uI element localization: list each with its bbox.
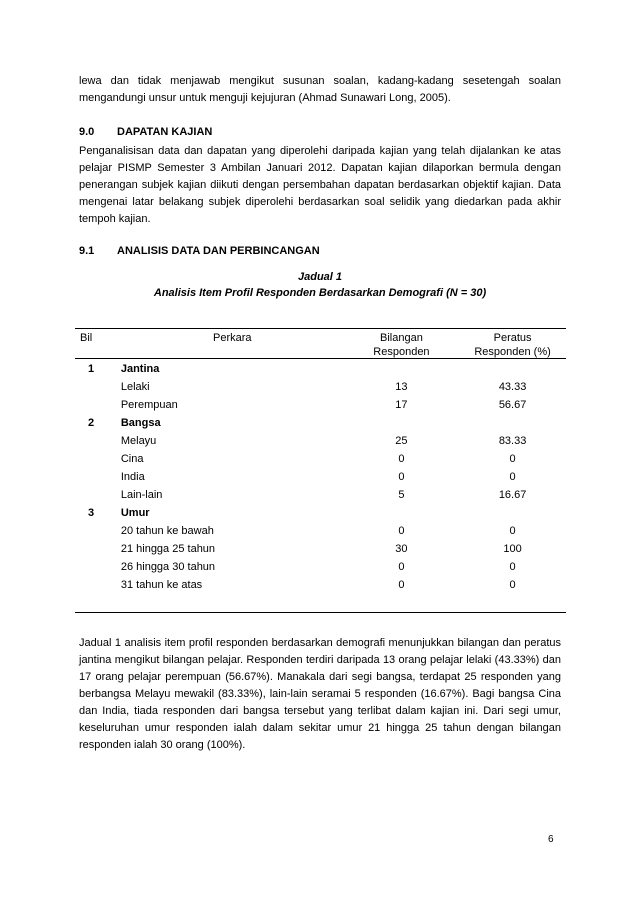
table-category-row <box>75 504 566 522</box>
section-title: ANALISIS DATA DAN PERBINCANGAN <box>117 245 320 257</box>
empty-cell <box>459 414 566 432</box>
row-percent: 43.33 <box>498 381 527 393</box>
table-header-row <box>75 328 566 360</box>
empty-cell <box>75 450 121 468</box>
table-row <box>75 378 566 396</box>
empty-cell <box>75 558 121 576</box>
empty-cell <box>75 432 121 450</box>
header-peratus-line1: Peratus <box>493 332 532 344</box>
table-row <box>75 576 566 594</box>
table-row <box>75 432 566 450</box>
table-category-row <box>75 360 566 378</box>
header-bilangan <box>344 328 459 360</box>
table-caption-title: Analisis Item Profil Responden Berdasarkan Demografi (N = 30) <box>153 287 487 299</box>
empty-cell <box>459 504 566 522</box>
section-title: DAPATAN KAJIAN <box>117 126 213 138</box>
table-bottom-rule <box>75 612 566 613</box>
row-percent: 0 <box>509 525 516 537</box>
empty-cell <box>75 468 121 486</box>
row-count: 13 <box>395 381 408 393</box>
table-row <box>75 450 566 468</box>
row-count: 5 <box>398 489 405 501</box>
table-category-row <box>75 414 566 432</box>
header-peratus-line2: Responden (%) <box>474 346 551 358</box>
empty-cell <box>459 360 566 378</box>
table-row <box>75 468 566 486</box>
section-heading-9-1 <box>79 244 320 258</box>
category-label: Umur <box>120 507 150 519</box>
header-peratus <box>459 328 566 360</box>
row-item: 20 tahun ke bawah <box>120 525 214 537</box>
row-item: Lelaki <box>120 381 150 393</box>
category-number: 2 <box>88 417 95 429</box>
section-9-0-body: Penganalisisan data dan dapatan yang diperolehi daripada kajian yang telah dijalankan ke atas pelajar PISMP Semester 3 Ambilan Januari 2012. Dapatan kajian dilaporkan bermula dengan penerangan subjek kajian diikuti dengan persembahan dapatan berdasarkan objektif kajian. Data mengenai latar belakang subjek diperolehi berdasarkan soal selidik yang diedarkan pada akhir tempoh kajian. <box>79 145 561 225</box>
empty-cell <box>75 540 121 558</box>
row-percent: 0 <box>509 471 516 483</box>
table-row <box>75 396 566 414</box>
row-item: Lain-lain <box>120 489 163 501</box>
row-percent: 83.33 <box>498 435 527 447</box>
row-percent: 56.67 <box>498 399 527 411</box>
page-number: 6 <box>548 834 554 845</box>
row-percent: 0 <box>509 579 516 591</box>
row-percent: 100 <box>503 543 522 555</box>
row-item: Melayu <box>120 435 157 447</box>
empty-cell <box>75 486 121 504</box>
header-perkara: Perkara <box>213 332 252 344</box>
header-bil: Bil <box>80 332 93 344</box>
table-row <box>75 558 566 576</box>
header-divider-rule <box>75 358 566 359</box>
empty-cell <box>344 360 459 378</box>
table-caption-number: Jadual 1 <box>297 271 343 283</box>
empty-cell <box>344 504 459 522</box>
row-item: 21 hingga 25 tahun <box>120 543 216 555</box>
row-count: 25 <box>395 435 408 447</box>
section-heading-9-0 <box>79 125 212 139</box>
empty-cell <box>344 414 459 432</box>
row-percent: 0 <box>509 561 516 573</box>
row-count: 0 <box>398 471 405 483</box>
row-count: 0 <box>398 525 405 537</box>
row-item: Perempuan <box>120 399 178 411</box>
header-bilangan-line1: Bilangan <box>380 332 423 344</box>
empty-cell <box>75 396 121 414</box>
row-count: 0 <box>398 453 405 465</box>
row-count: 30 <box>395 543 408 555</box>
section-number: 9.0 <box>79 126 95 138</box>
demographic-table <box>75 328 566 594</box>
empty-cell <box>75 378 121 396</box>
category-label: Jantina <box>120 363 160 375</box>
table-row <box>75 540 566 558</box>
header-bilangan-line2: Responden <box>373 346 430 358</box>
row-count: 0 <box>398 579 405 591</box>
row-count: 0 <box>398 561 405 573</box>
row-count: 17 <box>395 399 408 411</box>
row-item: Cina <box>120 453 144 465</box>
category-number: 3 <box>88 507 95 519</box>
row-item: 26 hingga 30 tahun <box>120 561 216 573</box>
category-number: 1 <box>88 363 95 375</box>
empty-cell <box>75 522 121 540</box>
empty-cell <box>75 576 121 594</box>
table-row <box>75 486 566 504</box>
category-label: Bangsa <box>120 417 161 429</box>
row-item: 31 tahun ke atas <box>120 579 203 591</box>
discussion-paragraph: Jadual 1 analisis item profil responden berdasarkan demografi menunjukkan bilangan dan peratus jantina mengikut bilangan pelajar. Responden terdiri daripada 13 orang pelajar lelaki (43.33%) dan 17 orang pelajar perempuan (56.67%). Manakala dari segi bangsa, terdapat 25 responden yang berbangsa Melayu mewakil (83.33%), lain-lain seramai 5 responden (16.67%). Bagi bangsa Cina dan India, tiada responden dari bangsa tersebut yang terlibat dalam kajian ini. Dari segi umur, keseluruhan umur responden ialah dalam sekitar umur 21 hingga 25 tahun dengan bilangan responden ialah 30 orang (100%). <box>79 637 561 751</box>
table-row <box>75 522 566 540</box>
row-percent: 16.67 <box>498 489 527 501</box>
intro-paragraph: lewa dan tidak menjawab mengikut susunan soalan, kadang-kadang sesetengah soalan mengandungi unsur untuk menguji kejujuran (Ahmad Sunawari Long, 2005). <box>79 75 561 104</box>
row-item: India <box>120 471 145 483</box>
row-percent: 0 <box>509 453 516 465</box>
table-body <box>75 360 566 594</box>
section-number: 9.1 <box>79 245 95 257</box>
